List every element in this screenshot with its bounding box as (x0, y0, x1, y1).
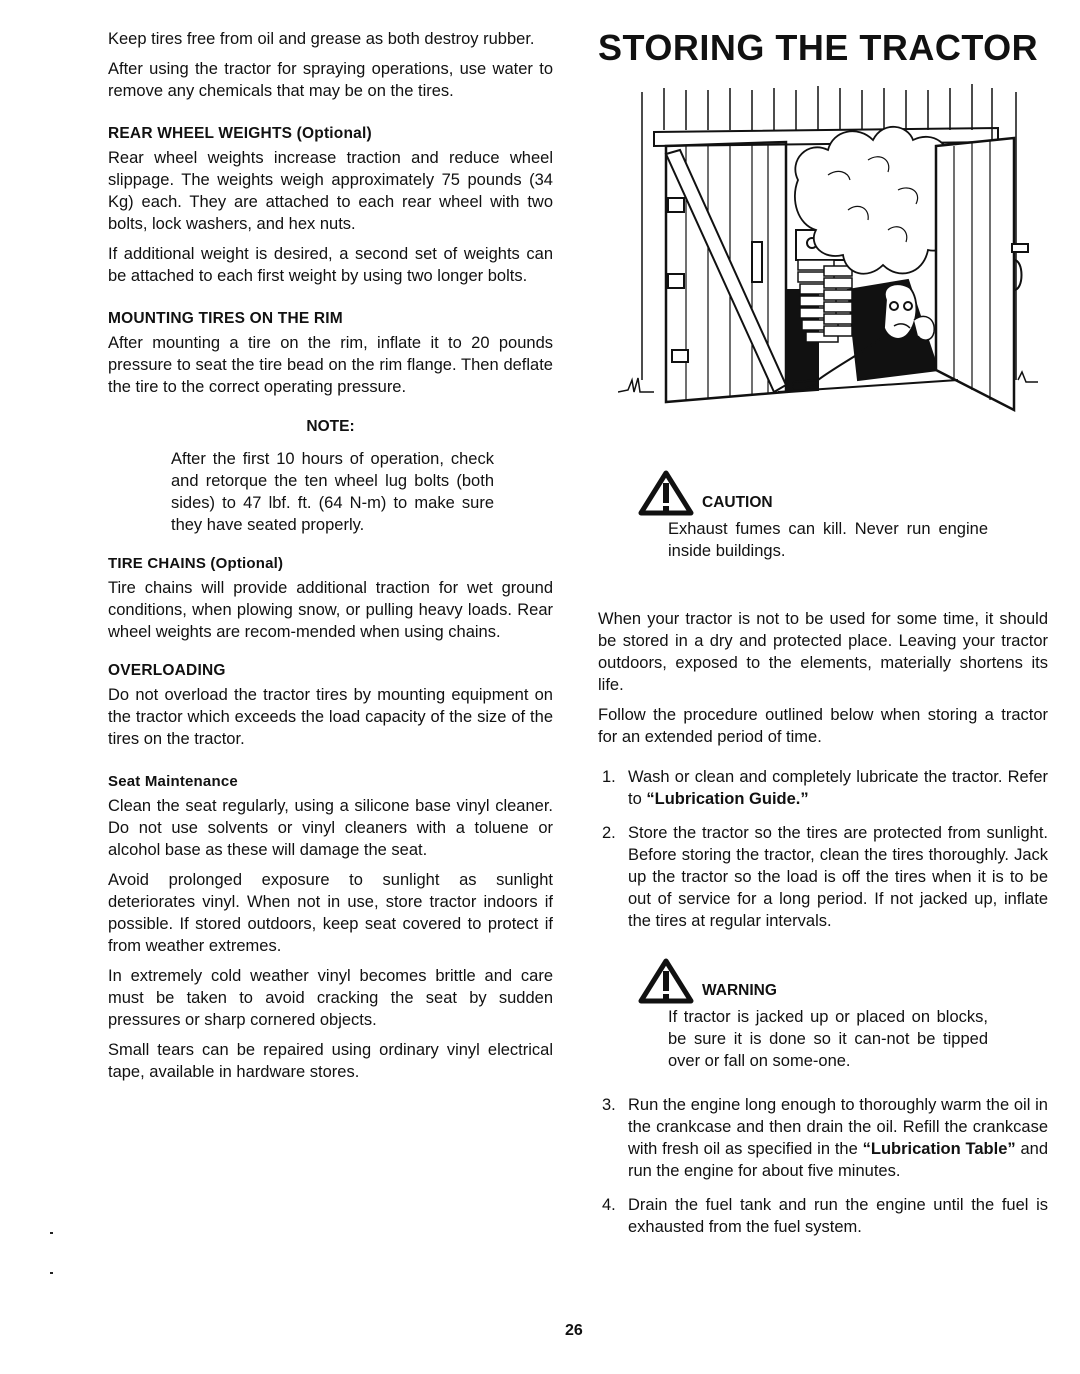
storage-intro-paragraph-2: Follow the procedure outlined below when storing a tractor for an extended period of time. (598, 706, 1048, 746)
storage-step-1: 1. Wash or clean and completely lubricate the tractor. Refer to “Lubrication Guide.” (602, 768, 1048, 808)
scan-speck (50, 1232, 53, 1234)
warning-triangle-icon (638, 958, 694, 1004)
note-block (108, 416, 553, 536)
warning-block (598, 958, 1048, 1072)
note-body: After the first 10 hours of operation, check and retorque the ten wheel lug bolts (both sides) to 47 lbf. ft. (64 N-m) to make sure they have seated properly. (171, 450, 494, 534)
mounting-tires-heading: MOUNTING TIRES ON THE RIM (108, 310, 343, 327)
intro-paragraph-2: After using the tractor for spraying operations, use water to remove any chemicals that may be on the tires. (108, 60, 553, 100)
rear-wheel-weights-paragraph-2: If additional weight is desired, a second set of weights can be attached to each first weight by using two longer bolts. (108, 245, 553, 285)
caution-block (598, 470, 1048, 562)
right-column (598, 28, 1048, 68)
tire-chains-paragraph: Tire chains will provide additional traction for wet ground conditions, when plowing snow, or pulling heavy loads. Rear wheel weights are recom-mended when using chains. (108, 579, 553, 641)
storage-step-2: 2. Store the tractor so the tires are protected from sunlight. Before storing the tractor, clean the tires thoroughly. Jack up the tractor so the load is off the tires when it is to be out of service for a long period. If not jacked up, inflate the tires at regular intervals. (602, 824, 1048, 930)
overloading-heading: OVERLOADING (108, 662, 226, 679)
seat-maintenance-heading: Seat Maintenance (108, 773, 238, 790)
tire-chains-heading: TIRE CHAINS (Optional) (108, 555, 284, 572)
storage-steps-list-a (598, 766, 1048, 932)
caution-body: Exhaust fumes can kill. Never run engine inside buildings. (668, 520, 988, 560)
lubrication-table-reference: “Lubrication Table” (862, 1140, 1016, 1158)
warning-body: If tractor is jacked up or placed on blocks, be sure it is done so it can-not be tipped over or fall on some-one. (668, 1008, 988, 1070)
rear-wheel-weights-heading: REAR WHEEL WEIGHTS (Optional) (108, 125, 372, 142)
note-label: NOTE: (306, 418, 355, 435)
storage-intro-paragraph-1: When your tractor is not to be used for some time, it should be stored in a dry and protected place. Leaving your tractor outdoors, exposed to the elements, materially shortens its life. (598, 610, 1048, 694)
mounting-tires-paragraph: After mounting a tire on the rim, inflate it to 20 pounds pressure to seat the tire bead on the rim flange. Then deflate the tire to the correct operating pressure. (108, 334, 553, 396)
caution-label: CAUTION (702, 494, 773, 511)
overloading-paragraph: Do not overload the tractor tires by mounting equipment on the tractor which exceeds the load capacity of the size of the tires on the tractor. (108, 686, 553, 748)
scan-speck (50, 1272, 53, 1274)
left-column (108, 28, 553, 1083)
seat-maintenance-paragraph-3: In extremely cold weather vinyl becomes brittle and care must be taken to avoid cracking the seat by sudden pressures or sharp cornered objects. (108, 967, 553, 1029)
shed-exhaust-fumes-illustration (618, 80, 1038, 420)
storage-step-3: 3. Run the engine long enough to thoroughly warm the oil in the crankcase and then drain the oil. Refill the crankcase with fresh oil as specified in the “Lubrication Table” and run the engine for about five minutes. (602, 1096, 1048, 1180)
intro-paragraph-1: Keep tires free from oil and grease as both destroy rubber. (108, 30, 535, 48)
right-column-body (598, 470, 1048, 1238)
warning-triangle-icon (638, 470, 694, 516)
page-title: STORING THE TRACTOR (598, 27, 1039, 68)
lubrication-guide-reference: “Lubrication Guide.” (646, 790, 809, 808)
seat-maintenance-paragraph-1: Clean the seat regularly, using a silicone base vinyl cleaner. Do not use solvents or vinyl cleaners with a toluene or alcohol base as these will damage the seat. (108, 797, 553, 859)
seat-maintenance-paragraph-4: Small tears can be repaired using ordinary vinyl electrical tape, available in hardware stores. (108, 1041, 553, 1081)
storage-step-4: 4. Drain the fuel tank and run the engine until the fuel is exhausted from the fuel system. (602, 1196, 1048, 1236)
page-number: 26 (565, 1322, 583, 1339)
warning-label: WARNING (702, 982, 777, 999)
storage-steps-list-b (598, 1094, 1048, 1238)
rear-wheel-weights-paragraph-1: Rear wheel weights increase traction and reduce wheel slippage. The weights weigh approximately 75 pounds (34 Kg) each. They are attached to each rear wheel with two bolts, lock washers, and hex nuts. (108, 149, 553, 233)
seat-maintenance-paragraph-2: Avoid prolonged exposure to sunlight as sunlight deteriorates vinyl. When not in use, store tractor indoors if possible. If stored outdoors, keep seat covered to protect if from weather extremes. (108, 871, 553, 955)
